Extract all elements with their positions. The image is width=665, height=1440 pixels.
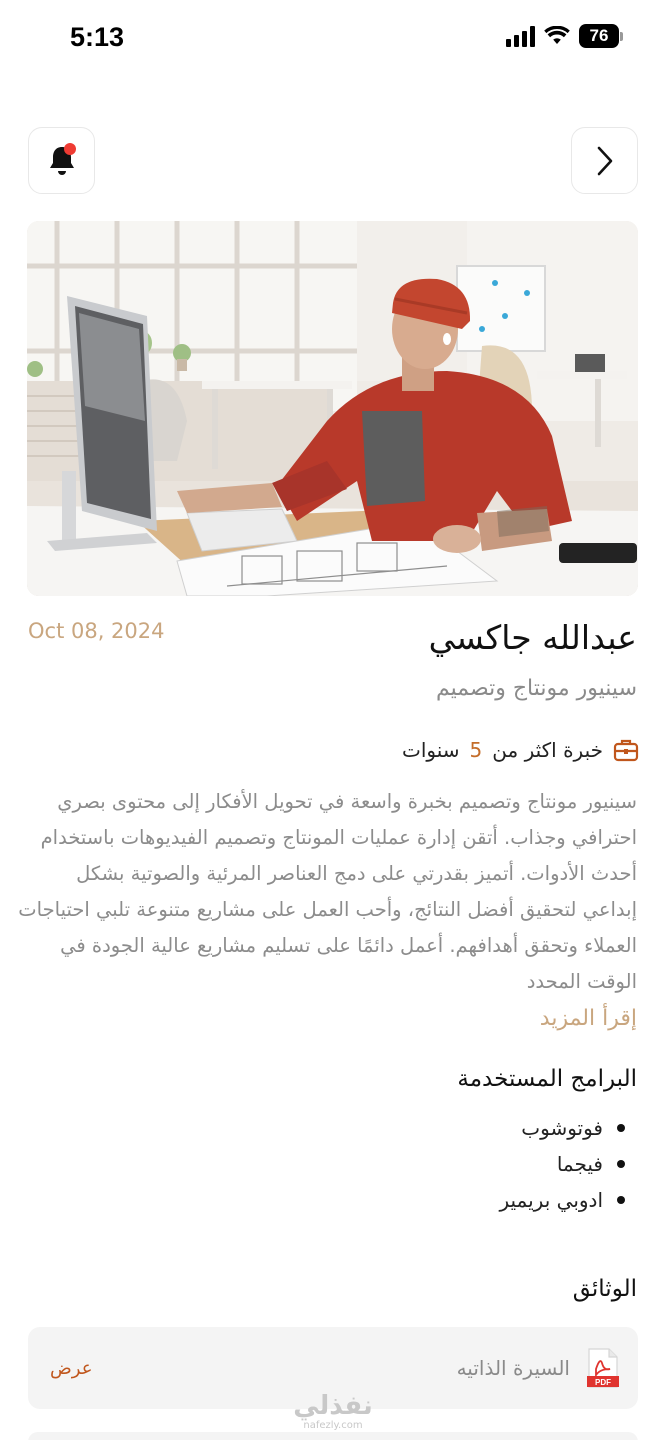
watermark-url: nafezly.com [303, 1420, 363, 1431]
profile-role: سينيور مونتاج وتصميم [436, 676, 637, 701]
document-name: السيرة الذاتيه [456, 1356, 570, 1380]
wifi-icon [544, 26, 570, 46]
program-item: فوتوشوب [499, 1110, 637, 1146]
battery-indicator [579, 24, 623, 48]
bell-icon [45, 142, 79, 180]
battery-level: 76 [579, 24, 619, 48]
experience-prefix: خبرة اكثر من [492, 738, 603, 762]
status-icons [506, 24, 623, 48]
pdf-icon [586, 1347, 620, 1389]
notifications-button[interactable] [28, 127, 95, 194]
experience-years: 5 [469, 738, 483, 762]
program-item: فيجما [499, 1146, 637, 1182]
status-time: 5:13 [70, 22, 125, 52]
profile-bio: سينيور مونتاج وتصميم بخبرة واسعة في تحويل الأفكار إلى محتوى بصري احترافي وجذاب. أتقن إدارة عمليات المونتاج وتصميم الفيديوهات باستخدام أحدث الأدوات. أتميز بقدرتي على دمج العناصر المرئية والصوتية بشكل إبداعي لتحقيق أفضل النتائج، وأحب العمل على مشاريع متنوعة تلبي احتياجات العملاء وتحقق أهدافهم. أعمل دائمًا على تسليم مشاريع عالية الجودة في الوقت المحدد [18, 790, 637, 993]
programs-title: البرامج المستخدمة [457, 1066, 637, 1092]
back-button[interactable] [571, 127, 638, 194]
experience-suffix: سنوات [402, 738, 460, 762]
profile-name: عبدالله جاكسي [428, 618, 637, 657]
watermark-logo [293, 1392, 373, 1432]
chevron-right-icon [594, 144, 616, 178]
watermark-arabic: نفذلي [293, 1391, 373, 1421]
svg-text:PDF: PDF [595, 1378, 611, 1387]
experience-row [402, 738, 639, 762]
view-document-button[interactable]: عرض [50, 1357, 93, 1379]
status-bar [0, 0, 665, 80]
post-date: Oct 08, 2024 [28, 619, 165, 643]
programs-list [499, 1110, 637, 1218]
next-document-item [28, 1432, 638, 1440]
read-more-link[interactable]: إقرأ المزيد [539, 1006, 637, 1031]
documents-title: الوثائق [572, 1276, 637, 1302]
cellular-signal-icon [506, 25, 535, 47]
profile-photo [27, 221, 638, 596]
briefcase-icon [613, 738, 639, 762]
program-item: ادوبي بريمير [499, 1182, 637, 1218]
